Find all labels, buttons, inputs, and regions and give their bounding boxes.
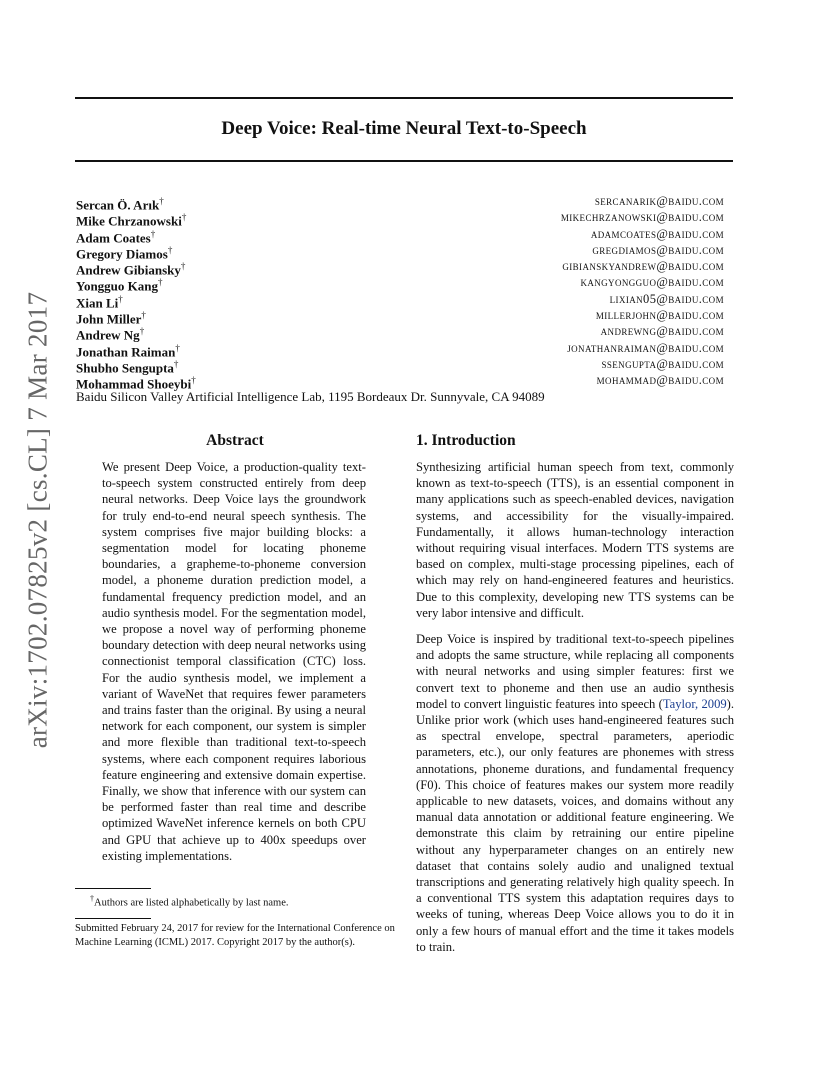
author-email: adamcoates@baidu.com [590, 226, 724, 241]
author-name [76, 209, 187, 229]
author-name-text: Jonathan Raiman [76, 344, 176, 359]
author-name-text: Shubho Sengupta [76, 360, 174, 376]
author-row [76, 258, 724, 278]
author-name [76, 356, 179, 376]
citation-author: Taylor [662, 696, 696, 711]
author-mark: † [191, 375, 196, 386]
abstract-heading: Abstract [206, 432, 264, 449]
author-email: millerjohn@baidu.com [595, 308, 724, 323]
author-email: sercanarik@baidu.com [594, 194, 724, 208]
author-row [76, 291, 724, 311]
author-row [76, 209, 724, 229]
author-name [76, 291, 123, 311]
arxiv-stamp [18, 290, 58, 750]
author-mark: † [159, 196, 164, 206]
author-email: gibianskyandrew@baidu.com [562, 259, 724, 274]
author-email: lixian05@baidu.com [609, 291, 724, 306]
abstract-text: We present Deep Voice, a production-quality text-to-speech system constructed entirely from deep neural networks. Deep Voice lays the groundwork for truly end-to-end neural speech synthesis. The system comprises five major building blocks: a segmentation model for locating phoneme boundaries, a grapheme-to-phoneme conversion model, a phoneme duration prediction model, a fundamental frequency prediction model, and an audio synthesis model. For the segmentation model, we propose a novel way of performing phoneme boundary detection with deep neural networks using connectionist temporal classification (CTC) loss. For the audio synthesis model, we implement a variant of WaveNet that requires fewer parameters and trains faster than the original. By using a neural network for each component, our system is simpler and more flexible than traditional text-to-speech systems, where each component requires laborious feature engineering and extensive domain expertise. Finally, we show that inference with our system can be performed faster than real time and describe optimized WaveNet inference kernels on both CPU and GPU that achieve up to 400x speedups over existing implementations. [102, 460, 366, 863]
author-mark: † [181, 212, 187, 223]
author-mark: † [118, 293, 123, 304]
arxiv-identifier: arXiv:1702.07825v2 [cs.CL] 7 Mar 2017 [22, 291, 53, 749]
author-email: mikechrzanowski@baidu.com [560, 210, 724, 225]
author-mark: † [180, 261, 186, 272]
author-footnote [90, 892, 412, 911]
author-mark: † [173, 358, 179, 369]
title-rule-top [75, 97, 733, 99]
author-row [76, 242, 724, 262]
author-email: mohammad@baidu.com [596, 373, 724, 388]
introduction-body [416, 459, 734, 965]
author-mark: † [141, 310, 146, 321]
author-name [76, 340, 180, 359]
author-email: kangyongguo@baidu.com [580, 275, 724, 290]
author-email: andrewng@baidu.com [600, 324, 724, 339]
author-row [76, 193, 724, 213]
author-name-text: Adam Coates [76, 229, 151, 245]
author-mark: † [150, 228, 156, 239]
author-footnote-text: Authors are listed alphabetically by last name. [94, 897, 289, 909]
author-name [76, 193, 164, 213]
title-rule-bottom [75, 160, 733, 162]
citation-year: 2009 [701, 696, 727, 711]
footnote-rule [75, 888, 151, 889]
introduction-paragraph-2 [416, 631, 734, 955]
author-mark: † [139, 326, 145, 337]
author-name [76, 307, 146, 327]
introduction-paragraph-1: Synthesizing artificial human speech from text, commonly known as text-to-speech (TTS), is an essential component in many applications such as speech-enabled devices, navigation systems, and accessibility for the visually-impaired. Fundamentally, it allows human-technology interaction without requiring visual interfaces. Modern TTS systems are based on complex, multi-stage processing pipelines, each of which may rely on hand-engineered features and heuristics. Due to this complexity, developing new TTS systems can be very labor intensive and difficult. [416, 460, 734, 620]
author-row [76, 307, 724, 327]
author-name-text: Mike Chrzanowski [76, 213, 182, 229]
affiliation: Baidu Silicon Valley Artificial Intelligence Lab, 1195 Bordeaux Dr. Sunnyvale, CA 94089 [76, 389, 545, 404]
author-email: gregdiamos@baidu.com [592, 242, 724, 257]
author-mark: † [158, 277, 163, 288]
submission-rule [75, 918, 151, 919]
author-name-text: Sercan Ö. Arık [76, 197, 160, 213]
author-name [76, 226, 156, 245]
author-row [76, 356, 724, 376]
citation-link[interactable]: Taylor, 2009 [662, 696, 727, 711]
author-name [76, 242, 173, 262]
author-row [76, 323, 724, 343]
author-name-text: Yongguo Kang [76, 278, 158, 294]
author-mark: † [167, 244, 173, 255]
author-name-text: Mohammad Shoeybi [76, 376, 192, 392]
author-row [76, 372, 724, 392]
paragraph-2-text-a: Deep Voice is inspired by traditional text-to-speech pipelines and adopts the same structure, while replacing all components with neural networks and using simpler features: first we convert text to phoneme and then use an audio synthesis model to convert linguistic features into speech ( [416, 632, 734, 711]
author-mark: † [175, 342, 180, 353]
author-name-text: Gregory Diamos [76, 246, 168, 262]
author-name-text: Andrew Ng [76, 327, 140, 343]
paragraph-2-text-b: ). Unlike prior work (which uses hand-engineered features such as spectral envelope, spectral parameters, aperiodic parameters, etc.), our only features are phonemes with stress annotations, phoneme durations, and fundamental frequency (F0). This choice of features makes our system more readily applicable to new datasets, voices, and domains without any manual data annotation or additional feature engineering. We demonstrate this claim by retraining our entire pipeline without any hyperparameter changes on an entirely new dataset that contains solely audio and unaligned textual transcriptions and generating relatively high quality speech. In a conventional TTS system this adaptation requires days to weeks of tuning, whereas Deep Voice allows you to do it in only a few hours of manual effort and the time it takes models to train. [416, 696, 734, 954]
author-row [76, 340, 724, 359]
author-name-text: Andrew Gibiansky [76, 262, 181, 278]
footnote-mark: † [90, 894, 94, 903]
author-name-text: Xian Li [76, 295, 119, 311]
author-name [76, 323, 145, 343]
paper-title: Deep Voice: Real-time Neural Text-to-Speech [221, 118, 587, 139]
author-name [76, 258, 186, 278]
author-email: jonathanraiman@baidu.com [567, 340, 724, 355]
introduction-heading: 1. Introduction [416, 432, 516, 449]
author-name [76, 372, 196, 392]
author-email: ssengupta@baidu.com [601, 356, 724, 371]
author-name-text: John Miller [76, 311, 142, 327]
submission-note: Submitted February 24, 2017 for review for the International Conference on Machine Learning (ICML) 2017. Copyright 2017 by the author(s). [75, 923, 395, 948]
author-list [76, 193, 724, 392]
author-name [76, 274, 163, 294]
